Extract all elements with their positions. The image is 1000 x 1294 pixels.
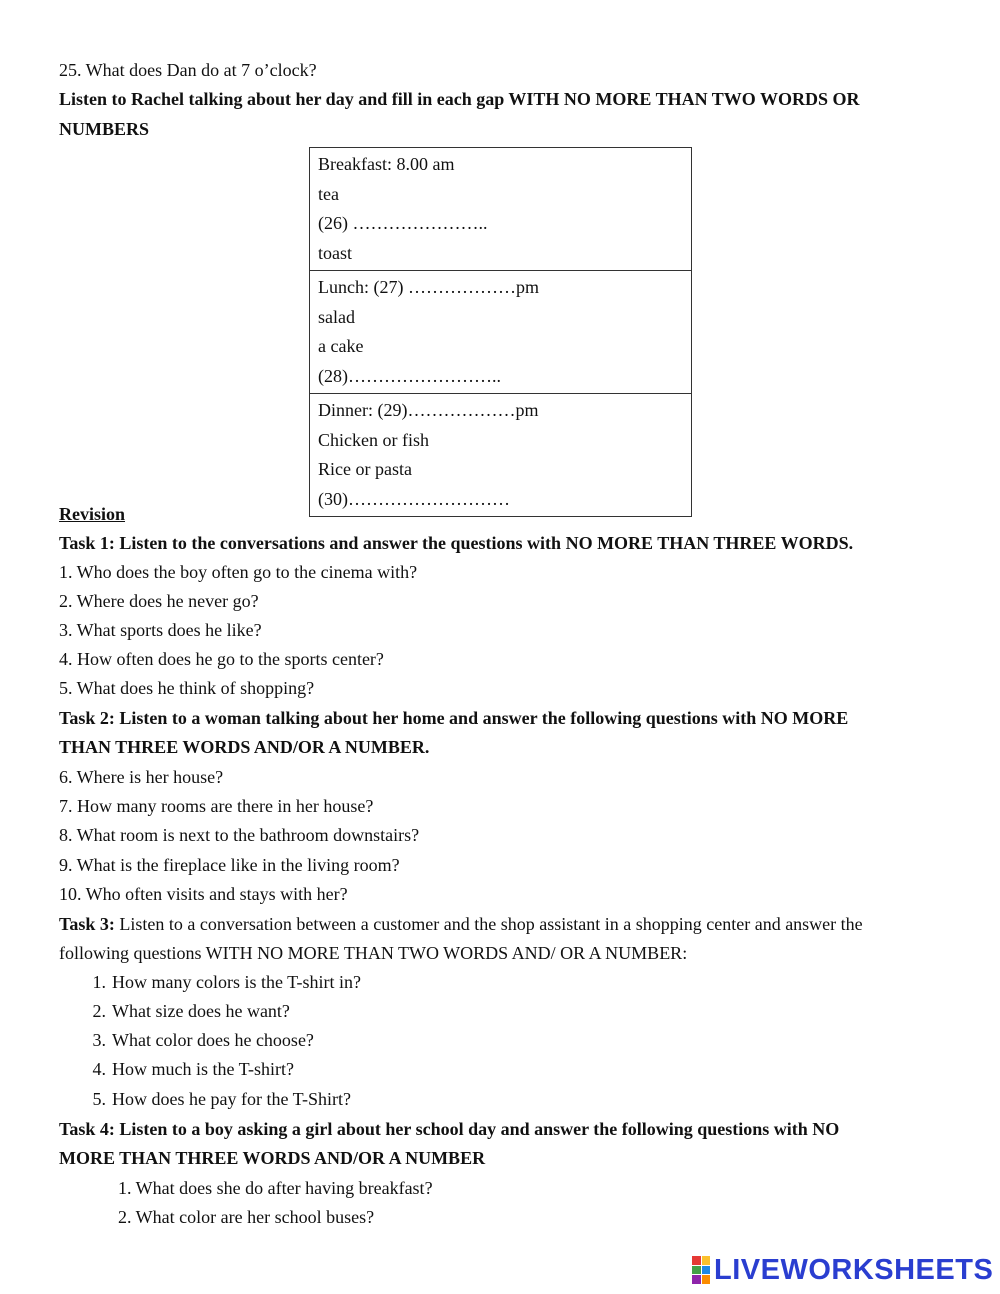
meals-table: [309, 147, 692, 517]
question-text: What size does he want?: [112, 1001, 290, 1021]
breakfast-cell: [310, 148, 692, 271]
liveworksheets-logo: [692, 1253, 993, 1287]
list-number: 4.: [92, 1059, 106, 1079]
task4-question: 1. What does she do after having breakfast?: [118, 1178, 433, 1198]
task2-question: 8. What room is next to the bathroom downstairs?: [59, 825, 420, 845]
breakfast-item: tea: [318, 183, 339, 204]
lunch-item: a cake: [318, 336, 364, 356]
task2-title-line2: THAN THREE WORDS AND/OR A NUMBER.: [59, 737, 430, 757]
gap-27[interactable]: Lunch: (27) ………………pm: [318, 277, 539, 297]
task2-title-line1: Task 2: Listen to a woman talking about her home and answer the following questions with NO MORE: [59, 708, 849, 728]
breakfast-row: [310, 148, 692, 271]
list-number: 1.: [92, 972, 106, 992]
task3-question: [78, 1088, 351, 1110]
logo-mark-tile: [692, 1256, 701, 1265]
task3-question: [78, 1058, 294, 1080]
logo-mark-tile: [692, 1275, 701, 1284]
question-text: What color does he choose?: [112, 1030, 314, 1050]
task1-question: 4. How often does he go to the sports center?: [59, 649, 384, 669]
gap-28[interactable]: (28)……………………..: [318, 365, 501, 386]
logo-mark-tile: [702, 1256, 711, 1265]
dinner-item: Rice or pasta: [318, 459, 412, 479]
task3-intro-line2: following questions WITH NO MORE THAN TWO WORDS AND/ OR A NUMBER:: [59, 943, 688, 963]
task3-label: Task 3:: [59, 914, 115, 934]
gap-30[interactable]: (30)………………………: [318, 488, 510, 509]
breakfast-time: Breakfast: 8.00 am: [318, 154, 455, 174]
revision-heading: Revision: [59, 504, 126, 524]
breakfast-item: toast: [318, 242, 352, 263]
question-text: How does he pay for the T-Shirt?: [112, 1089, 351, 1109]
lunch-item: salad: [318, 306, 355, 327]
task2-question: 7. How many rooms are there in her house?: [59, 796, 374, 816]
task2-question: 10. Who often visits and stays with her?: [59, 884, 348, 904]
task1-question: 3. What sports does he like?: [59, 620, 262, 640]
question-text: How much is the T-shirt?: [112, 1059, 294, 1079]
lunch-row: [310, 271, 692, 394]
rachel-instruction-line2: NUMBERS: [59, 119, 150, 139]
gap-29[interactable]: Dinner: (29)………………pm: [318, 400, 539, 420]
task4-question: 2. What color are her school buses?: [118, 1207, 375, 1227]
task1-question: 1. Who does the boy often go to the cinema with?: [59, 562, 418, 582]
gap-26[interactable]: (26) …………………..: [318, 213, 488, 233]
logo-text: LIVEWORKSHEETS: [714, 1253, 994, 1286]
logo-mark-tile: [692, 1266, 701, 1275]
task2-question: 6. Where is her house?: [59, 767, 224, 787]
lunch-cell: [310, 271, 692, 394]
dinner-cell: [310, 394, 692, 517]
logo-mark-tile: [702, 1266, 711, 1275]
task4-title-line1: Task 4: Listen to a boy asking a girl about her school day and answer the following questions with NO: [59, 1119, 840, 1139]
list-number: 5.: [92, 1089, 106, 1109]
task3-intro-line1: [59, 913, 863, 935]
question-text: How many colors is the T-shirt in?: [112, 972, 361, 992]
task3-question: [78, 971, 361, 993]
logo-mark-tile: [702, 1275, 711, 1284]
task1-question: 5. What does he think of shopping?: [59, 678, 315, 698]
dinner-row: [310, 394, 692, 517]
logo-mark-icon: [692, 1256, 710, 1284]
task1-question: 2. Where does he never go?: [59, 591, 259, 611]
dinner-item: Chicken or fish: [318, 429, 429, 450]
question-25: 25. What does Dan do at 7 o’clock?: [59, 60, 317, 80]
task1-title: Task 1: Listen to the conversations and answer the questions with NO MORE THAN THREE WORDS.: [59, 533, 854, 553]
rachel-instruction-line1: Listen to Rachel talking about her day and fill in each gap WITH NO MORE THAN TWO WORDS OR: [59, 89, 860, 109]
task3-text: Listen to a conversation between a customer and the shop assistant in a shopping center and answer the: [114, 914, 863, 934]
task4-title-line2: MORE THAN THREE WORDS AND/OR A NUMBER: [59, 1148, 486, 1168]
list-number: 3.: [92, 1030, 106, 1050]
task3-question: [78, 1029, 314, 1051]
task3-question: [78, 1000, 290, 1022]
task2-question: 9. What is the fireplace like in the living room?: [59, 855, 400, 875]
list-number: 2.: [92, 1001, 106, 1021]
